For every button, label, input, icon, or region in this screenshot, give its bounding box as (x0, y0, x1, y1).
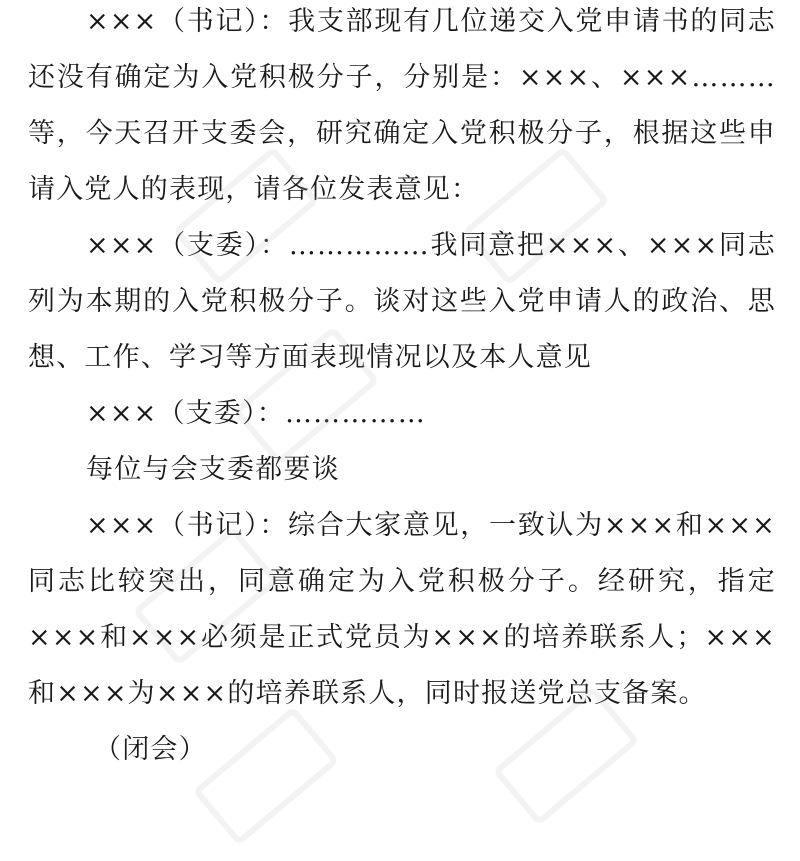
paragraph-closing: （闭会） (94, 734, 207, 765)
paragraph-committee-member-2: ×××（支委）：…………… (86, 398, 426, 429)
paragraph-secretary-opening: ×××（书记）：我支部现有几位递交入党申请书的同志还没有确定为入党积极分子，分别是：×××、×××………等，今天召开支委会，研究确定入党积极分子，根据这些申请入党人的表现，请各位发表意见： (28, 6, 776, 205)
paragraph-secretary-conclusion: ×××（书记）：综合大家意见，一致认为×××和×××同志比较突出，同意确定为入党积极分子。经研究，指定×××和×××必须是正式党员为×××的培养联系人；×××和×××为×××的培养联系人，同时报送党总支备案。 (28, 510, 776, 709)
paragraph-note: 每位与会支委都要谈 (86, 454, 340, 485)
paragraph-committee-member-1: ×××（支委）：……………我同意把×××、×××同志列为本期的入党积极分子。谈对这些入党申请人的政治、思想、工作、学习等方面表现情况以及本人意见 (28, 230, 776, 373)
